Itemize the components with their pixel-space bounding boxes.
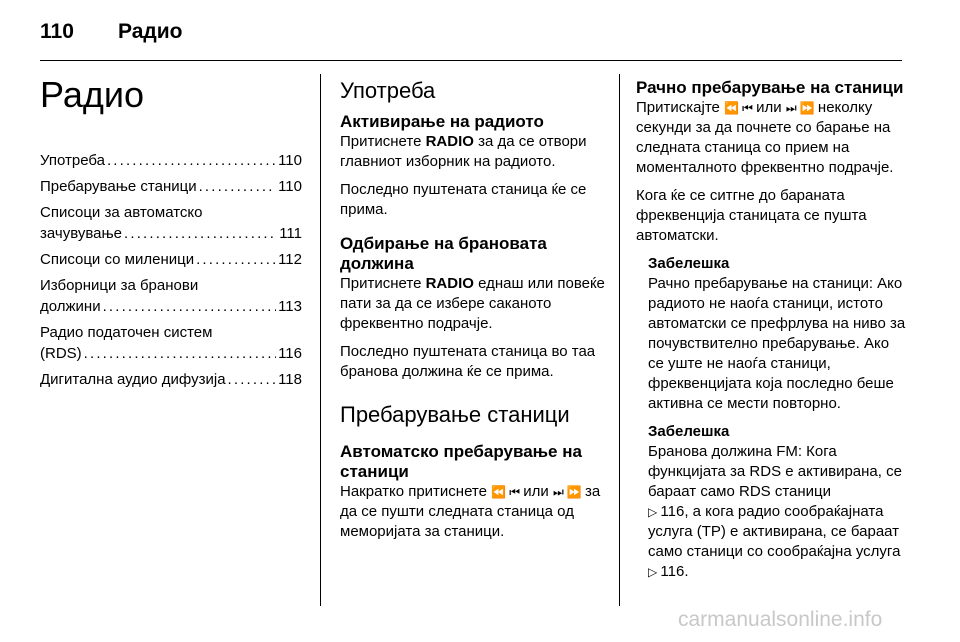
heading-station-search: Пребарување станици [340, 402, 570, 427]
previous-track-icon: ⏮ [509, 485, 520, 499]
toc-entry-title: Пребарување станици [40, 178, 197, 195]
text: Бранова должина FM: Кога функцијата за RDS е активирана, се бараат само RDS станици [648, 443, 902, 500]
toc-entry-title: Радио податочен систем [40, 324, 213, 341]
heading-use: Употреба [340, 78, 436, 103]
paragraph-band [340, 274, 606, 334]
radio-key-label: RADIO [425, 275, 474, 292]
toc-entry-title: Дигитална аудио дифузија [40, 371, 226, 388]
heading-auto-search: Автоматско пребарување на станици [340, 442, 582, 481]
toc-entry-title: зачувување [40, 225, 123, 242]
toc-entry[interactable] [40, 369, 302, 390]
text: или [519, 483, 553, 500]
seek-back-icon: ⏪ [724, 101, 738, 115]
watermark: carmanualsonline.info [678, 608, 883, 631]
toc-entry-title: Списоци со миленици [40, 251, 195, 268]
toc-leader-dots [199, 176, 277, 197]
radio-key-label: RADIO [425, 133, 474, 150]
heading-activate-radio: Активирање на радиото [340, 112, 544, 131]
header-rule [40, 60, 902, 61]
toc-leader-dots [107, 150, 276, 171]
right-column [636, 78, 908, 590]
heading-select-band: Одбирање на брановата должина [340, 234, 547, 273]
text: Притиснете [340, 275, 426, 292]
column-divider-left [320, 74, 321, 606]
next-track-icon: ⏭ [552, 485, 563, 499]
paragraph-activate [340, 132, 606, 172]
paragraph-band-last-station: Последно пуштената станица во таа бранова должина ќе се прима. [340, 343, 596, 380]
toc-leader-dots [103, 296, 276, 317]
toc-entry-title: Изборници за бранови [40, 277, 199, 294]
toc-leader-dots [228, 369, 277, 390]
column-divider-right [619, 74, 620, 606]
page-reference-icon: ▷ [648, 565, 657, 579]
page-number: 110 [40, 20, 74, 43]
paragraph-auto-search [340, 482, 606, 542]
toc-entry[interactable] [40, 150, 302, 171]
text: 116. [656, 563, 689, 580]
toc-entry-title: Списоци за автоматско [40, 204, 203, 221]
text: Накратко притиснете [340, 483, 492, 500]
toc-entry-title: должини [40, 298, 101, 315]
note-label: Забелешка [648, 255, 730, 272]
chapter-title: Радио [40, 74, 144, 115]
seek-back-icon: ⏪ [491, 485, 506, 499]
toc-entry-title: Употреба [40, 152, 105, 169]
toc-entry-page: 111 [279, 225, 302, 242]
text: за да се пушти следната станица од меморијата за станици. [340, 483, 601, 540]
middle-column [340, 78, 606, 550]
toc-entry-title: (RDS) [40, 345, 82, 362]
toc-entry-page: 110 [278, 178, 302, 195]
toc-entry[interactable] [40, 275, 302, 317]
toc-entry[interactable] [40, 176, 302, 197]
toc-entry[interactable] [40, 322, 302, 364]
toc-entry-page: 116 [278, 345, 302, 362]
toc-entry-page: 110 [278, 152, 302, 169]
text: Притиснете [340, 133, 426, 150]
toc-entry[interactable] [40, 249, 302, 270]
table-of-contents [40, 150, 302, 395]
note-manual-search [648, 254, 908, 414]
text: или [751, 99, 786, 116]
toc-leader-dots [124, 223, 277, 244]
running-header-title: Радио [118, 20, 183, 43]
text: за да се отвори главниот изборник на радиото. [340, 133, 587, 170]
page-reference-icon: ▷ [648, 505, 657, 519]
paragraph-manual-search [636, 98, 908, 178]
note-text [648, 442, 908, 582]
text: Притискајте [636, 99, 725, 116]
toc-entry-page: 113 [278, 298, 302, 315]
toc-leader-dots [84, 343, 276, 364]
note-label: Забелешка [648, 423, 730, 440]
toc-entry[interactable] [40, 202, 302, 244]
previous-track-icon: ⏮ [742, 101, 752, 115]
paragraph-auto-play: Кога ќе се ситгне до бараната фреквенција станицата се пушта автоматски. [636, 187, 867, 244]
note-text: Рачно пребарување на станици: Ако радиото не наоѓа станици, истото автоматски се префрлува на ниво за почувствително пребарување. Ако се уште не наоѓа станици, фреквенцијата која последно беше активна се мести повторно. [648, 275, 906, 412]
seek-forward-icon: ⏩ [799, 101, 814, 115]
seek-forward-icon: ⏩ [566, 485, 581, 499]
text: еднаш или повеќе пати за да се избере саканото фреквентно подрачје. [340, 275, 605, 332]
text: 116, а кога радио сообраќајната услуга (TP) е активирана, се бараат само станици со сообраќајна услуга [648, 503, 901, 560]
toc-leader-dots [196, 249, 276, 270]
text: неколку секунди за да почнете со барање на следната станица со прием на моменталното фреквентно подрачје. [636, 99, 894, 176]
note-fm-rds [648, 422, 908, 582]
toc-entry-page: 112 [278, 251, 302, 268]
next-track-icon: ⏭ [785, 101, 796, 115]
paragraph-last-station: Последно пуштената станица ќе се прима. [340, 181, 587, 218]
heading-manual-search: Рачно пребарување на станици [636, 78, 904, 97]
toc-entry-page: 118 [278, 371, 302, 388]
